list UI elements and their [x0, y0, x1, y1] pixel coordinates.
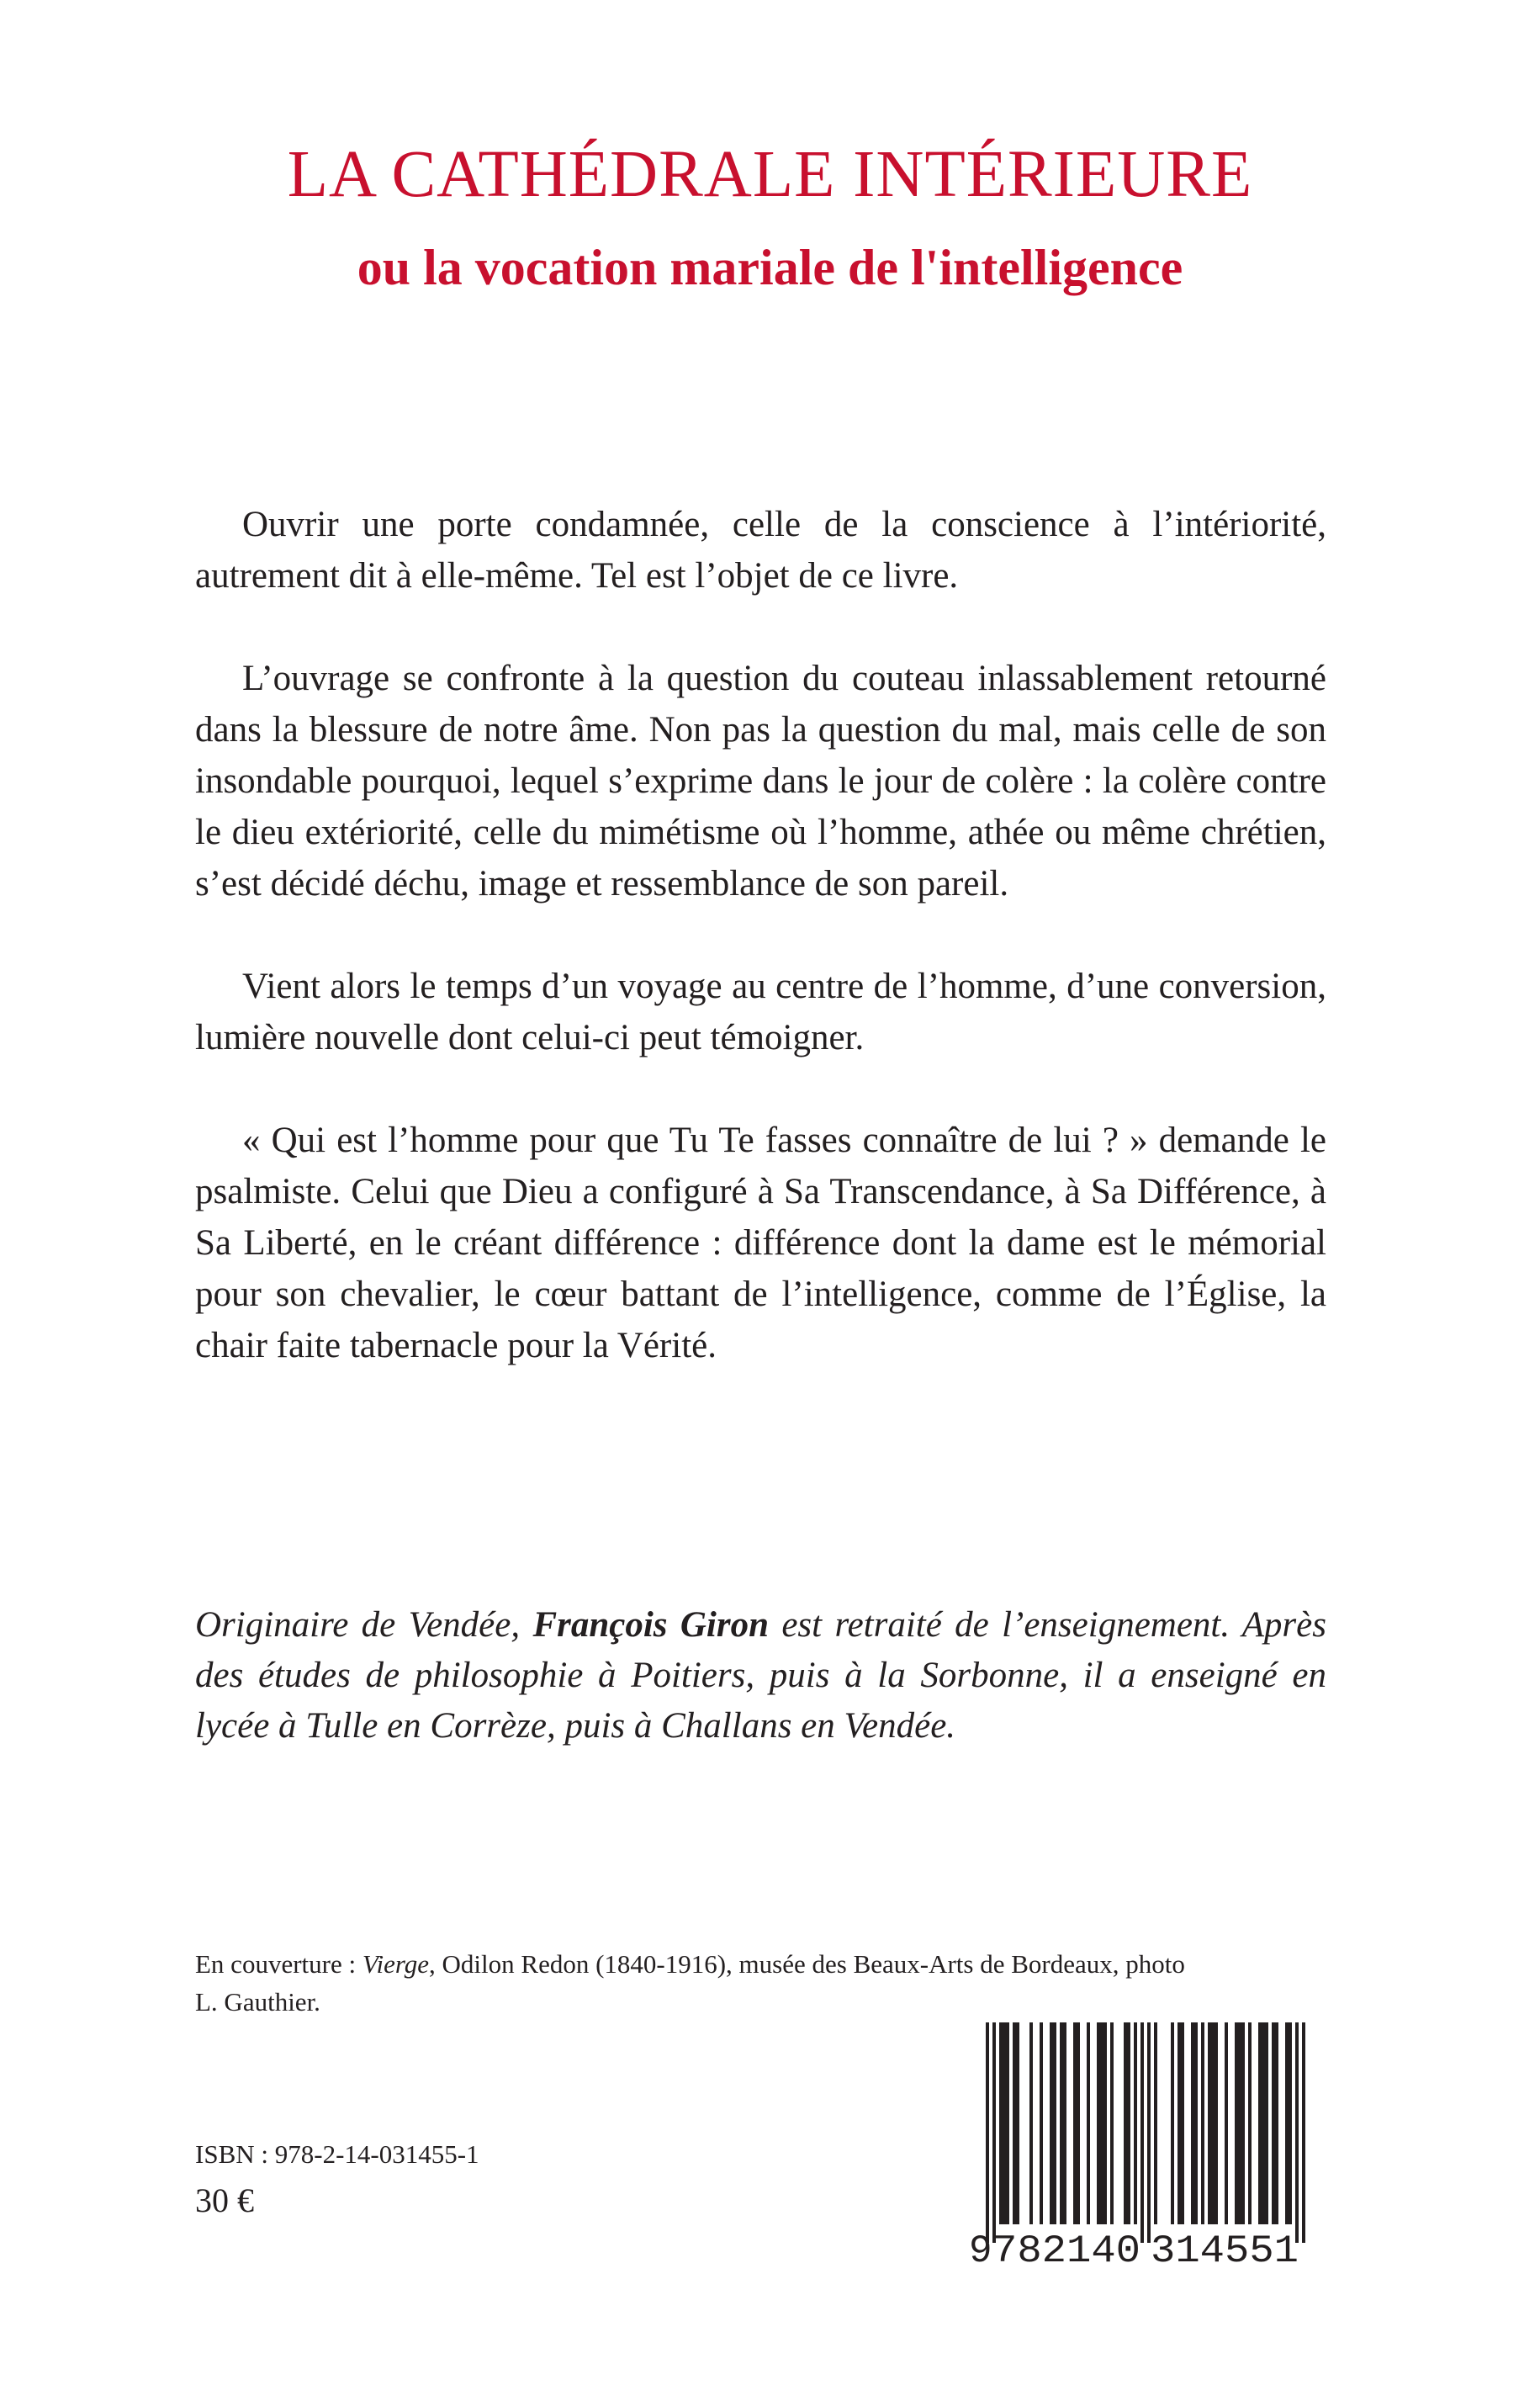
barcode-bar — [1238, 2022, 1241, 2224]
barcode-bar — [1302, 2022, 1305, 2243]
barcode-bar — [1285, 2022, 1289, 2224]
author-name: François Giron — [532, 1605, 770, 1645]
barcode-bar — [1241, 2022, 1245, 2224]
barcode-bar — [1140, 2022, 1144, 2243]
barcode-bar — [1272, 2022, 1275, 2224]
barcode-bar — [1215, 2022, 1218, 2224]
barcode-bar — [1110, 2022, 1114, 2224]
barcode-right-digits: 314551 — [1151, 2229, 1299, 2266]
credit-prefix: En couverture : — [195, 1949, 363, 1979]
barcode-bar — [1225, 2022, 1228, 2224]
barcode-bar — [1127, 2022, 1130, 2224]
barcode-bar — [1208, 2022, 1211, 2224]
blurb-paragraph: L’ouvrage se confronte à la question du couteau inlassablement retourné dans la blessure de notre âme. Non pas la question du mal, mais celle de son insondable pourquoi, lequel s’exprime dans le jour de colère : la colère contre le dieu extériorité, celle du mimétisme où l’homme, athée ou même chrétien, s’est décidé déchu, image et ressemblance de son pareil. — [195, 659, 1326, 904]
barcode-bar — [1063, 2022, 1066, 2224]
barcode-bar — [1295, 2022, 1299, 2243]
blurb-paragraph: « Qui est l’homme pour que Tu Te fasses connaître de lui ? » demande le psalmiste. Celui que Dieu a configuré à Sa Transcendance, à Sa Différence, à Sa Liberté, en le créant différence : différence dont la dame est le mémorial pour son chevalier, le cœur battant de l’intelligence, comme de l’Église, la chair faite tabernacle pour la Vérité. — [195, 1121, 1326, 1365]
barcode-bar — [1103, 2022, 1107, 2224]
barcode-bar — [999, 2022, 1003, 2224]
barcode-bar — [1181, 2022, 1184, 2224]
barcode-bar — [1016, 2022, 1019, 2224]
barcode-bar — [986, 2022, 989, 2243]
barcode-bar — [1029, 2022, 1033, 2224]
barcode-bar — [1262, 2022, 1265, 2224]
barcode-bar — [1201, 2022, 1204, 2224]
credit-work-title: Vierge — [362, 1949, 430, 1979]
bio-intro: Originaire de Vendée, — [195, 1605, 533, 1645]
barcode-bar — [1191, 2022, 1194, 2224]
credit-details: , Odilon Redon (1840-1916), musée des Beaux-Arts de Bordeaux, photo L. Gauthier. — [195, 1949, 1185, 2017]
barcode-bar — [1154, 2022, 1157, 2224]
barcode-bar — [1050, 2022, 1053, 2224]
barcode-bar — [1124, 2022, 1127, 2224]
barcode-bar — [1003, 2022, 1006, 2224]
barcode-bar — [1275, 2022, 1278, 2224]
blurb-paragraph: Ouvrir une porte condamnée, celle de la conscience à l’intériorité, autrement dit à elle-même. Tel est l’objet de ce livre. — [195, 505, 1326, 596]
cover-credit — [195, 1945, 1204, 2021]
barcode-left-digits: 782140 — [992, 2229, 1140, 2266]
barcode-bar — [992, 2022, 996, 2243]
barcode-bar — [1289, 2022, 1292, 2224]
isbn: ISBN : 978-2-14-031455-1 — [195, 2139, 479, 2169]
barcode-bar — [1040, 2022, 1043, 2224]
blurb — [195, 499, 1326, 1423]
barcode-bar — [1235, 2022, 1238, 2224]
barcode-bar — [1013, 2022, 1016, 2224]
barcode-bar — [1211, 2022, 1215, 2224]
barcode-bar — [1248, 2022, 1252, 2224]
barcode-bar — [1194, 2022, 1198, 2224]
barcode-bar — [1087, 2022, 1090, 2224]
barcode-bar — [1147, 2022, 1151, 2243]
barcode-bar — [1134, 2022, 1137, 2224]
barcode-bar — [1053, 2022, 1056, 2224]
barcode-bar — [1177, 2022, 1181, 2224]
barcode-bar — [1073, 2022, 1077, 2224]
bio-details: est retraité de l’enseignement. Après des études de philosophie à Poitiers, puis à la Sorbonne, il a enseigné en lycée à Tulle en Corrèze, puis à Challans en Vendée. — [195, 1605, 1326, 1746]
barcode-bar — [1265, 2022, 1268, 2224]
barcode-bar — [1258, 2022, 1262, 2224]
barcode — [957, 2017, 1324, 2266]
blurb-paragraph: Vient alors le temps d’un voyage au centre de l’homme, d’une conversion, lumière nouvelle dont celui-ci peut témoigner. — [195, 967, 1326, 1057]
barcode-bar — [1100, 2022, 1103, 2224]
author-bio — [195, 1600, 1326, 1752]
barcode-first-digit: 9 — [969, 2229, 992, 2266]
barcode-bar — [1171, 2022, 1174, 2224]
book-title: LA CATHÉDRALE INTÉRIEURE — [287, 138, 1253, 211]
barcode-bar — [1077, 2022, 1080, 2224]
barcode-bar — [1097, 2022, 1100, 2224]
barcode-bar — [1006, 2022, 1009, 2224]
price: 30 € — [195, 2181, 254, 2219]
book-subtitle: ou la vocation mariale de l'intelligence — [357, 240, 1183, 295]
barcode-bar — [1060, 2022, 1063, 2224]
